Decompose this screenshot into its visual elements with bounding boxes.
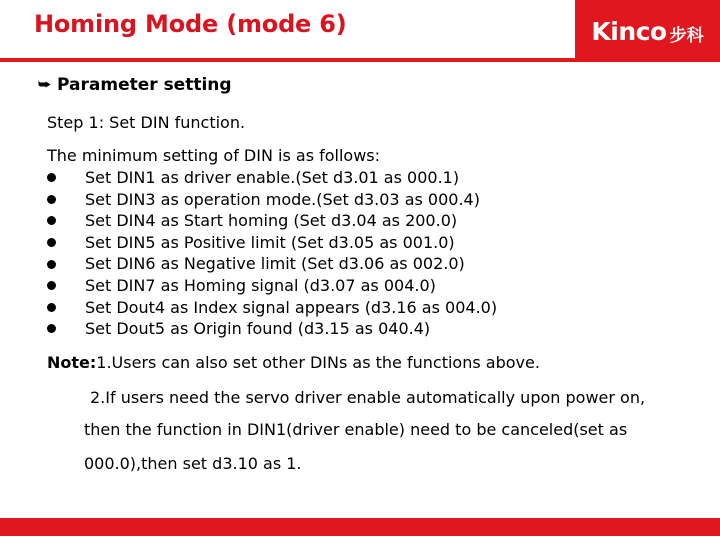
bullet-icon — [47, 324, 56, 333]
bullet-icon — [47, 195, 56, 204]
list-item-text: Set DIN3 as operation mode.(Set d3.03 as 000.4) — [85, 189, 480, 209]
note-label: Note: — [47, 353, 97, 372]
din-settings-list — [47, 167, 497, 340]
list-item-text: Set DIN6 as Negative limit (Set d3.06 as 002.0) — [85, 254, 465, 274]
brand-name: Kinco — [591, 16, 667, 46]
list-item — [47, 297, 497, 319]
section-heading — [38, 75, 232, 95]
bullet-icon — [47, 216, 56, 225]
intro-text: The minimum setting of DIN is as follows: — [47, 146, 381, 165]
note-line-3: then the function in DIN1(driver enable) need to be canceled(set as — [84, 420, 628, 439]
brand-name-cn: 步科 — [669, 25, 704, 46]
page-title: Homing Mode (mode 6) — [34, 10, 347, 38]
bullet-icon — [47, 281, 56, 290]
list-item — [47, 318, 497, 340]
brand-logo — [575, 0, 720, 62]
footer-bar — [0, 518, 720, 536]
list-item — [47, 253, 497, 275]
note-line-4: 000.0),then set d3.10 as 1. — [84, 454, 302, 473]
arrow-right-icon: ⮩ — [38, 77, 52, 93]
list-item-text: Set DIN4 as Start homing (Set d3.04 as 200.0) — [85, 211, 458, 231]
step-text: Step 1: Set DIN function. — [47, 113, 246, 132]
header-divider — [0, 58, 575, 62]
section-heading-text: Parameter setting — [57, 75, 232, 95]
list-item-text: Set DIN7 as Homing signal (d3.07 as 004.0) — [85, 275, 436, 295]
list-item-text: Set DIN1 as driver enable.(Set d3.01 as 000.1) — [85, 168, 460, 187]
list-item — [47, 167, 497, 189]
list-item — [47, 232, 497, 254]
note-line-2: 2.If users need the servo driver enable automatically upon power on, — [90, 388, 646, 407]
list-item-text: Set Dout5 as Origin found (d3.15 as 040.4) — [85, 319, 431, 339]
list-item — [47, 210, 497, 232]
bullet-icon — [47, 303, 56, 312]
bullet-icon — [47, 173, 56, 182]
note-line-1 — [47, 353, 540, 372]
list-item — [47, 189, 497, 211]
bullet-icon — [47, 260, 56, 269]
list-item — [47, 275, 497, 297]
bullet-icon — [47, 238, 56, 247]
list-item-text: Set DIN5 as Positive limit (Set d3.05 as 001.0) — [85, 232, 455, 252]
list-item-text: Set Dout4 as Index signal appears (d3.16 as 004.0) — [85, 297, 498, 317]
note-text-1: 1.Users can also set other DINs as the functions above. — [96, 353, 540, 372]
